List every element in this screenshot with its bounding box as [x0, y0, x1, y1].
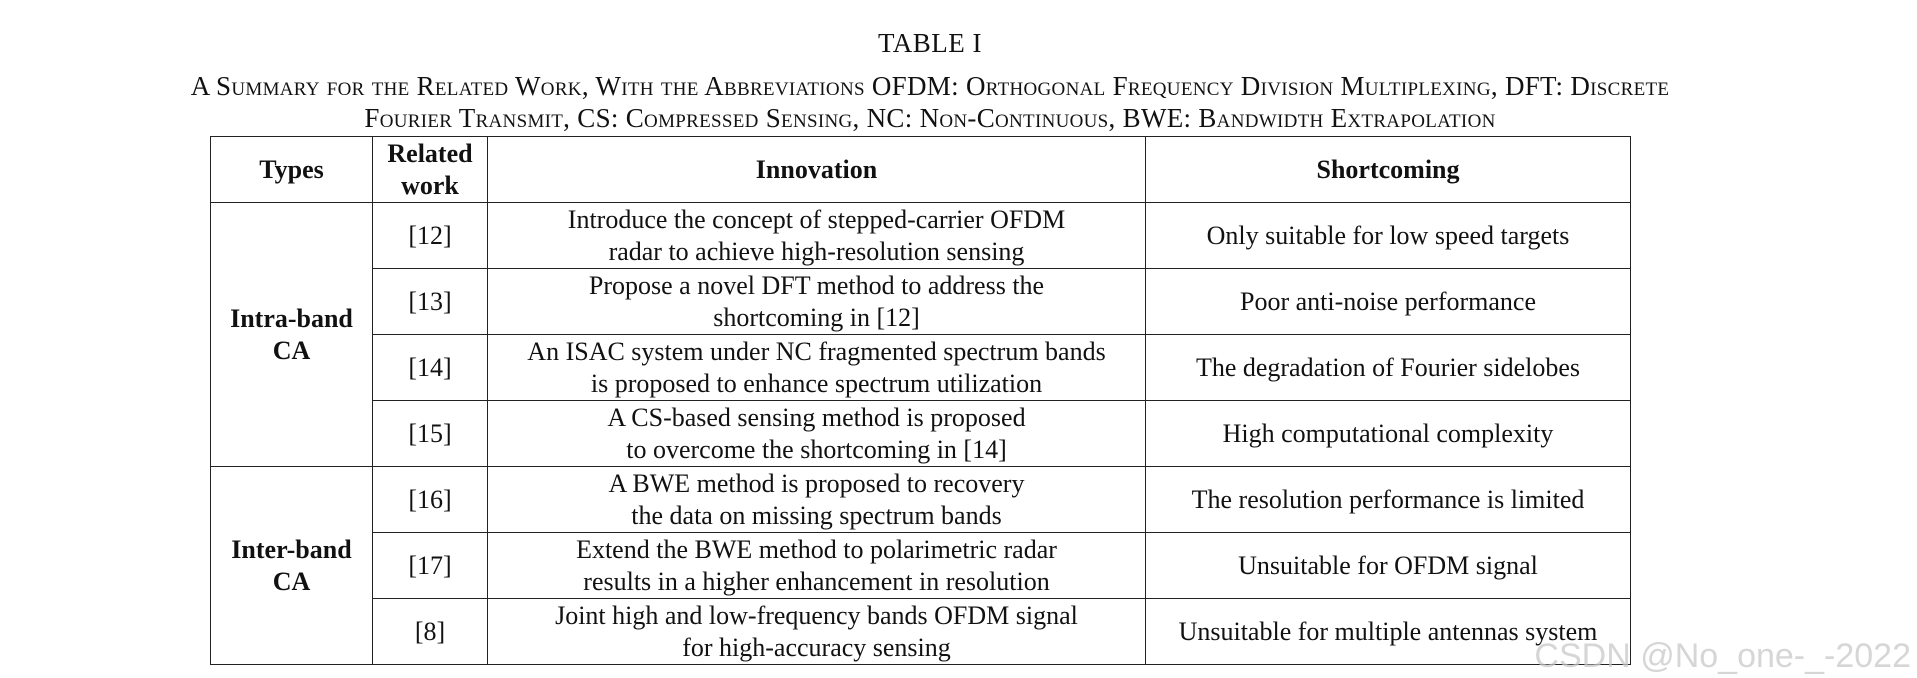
innovation-cell: [488, 599, 1146, 665]
table-row: [211, 467, 1631, 533]
ref-cell: [15]: [373, 401, 488, 467]
innovation-line-2: results in a higher enhancement in resolution: [583, 566, 1050, 596]
ref-cell: [14]: [373, 335, 488, 401]
innovation-line-1: Propose a novel DFT method to address the: [588, 270, 1045, 300]
innovation-cell: [488, 533, 1146, 599]
header-related-work: [373, 137, 488, 203]
innovation-line-1: An ISAC system under NC fragmented spectrum bands: [527, 336, 1106, 366]
innovation-line-1: A BWE method is proposed to recovery: [608, 468, 1025, 498]
innovation-cell: [488, 467, 1146, 533]
table-row: [211, 533, 1631, 599]
innovation-line-1: Extend the BWE method to polarimetric radar: [576, 534, 1057, 564]
ref-cell: [13]: [373, 269, 488, 335]
table-title: TABLE I: [877, 28, 983, 58]
shortcoming-cell: The resolution performance is limited: [1146, 467, 1631, 533]
innovation-cell: [488, 203, 1146, 269]
header-related-line-1: Related: [387, 138, 473, 168]
innovation-line-2: shortcoming in [12]: [713, 302, 920, 332]
table-row: [211, 269, 1631, 335]
innovation-cell: [488, 401, 1146, 467]
shortcoming-cell: Unsuitable for OFDM signal: [1146, 533, 1631, 599]
type-intra-band: [211, 203, 373, 467]
ref-cell: [17]: [373, 533, 488, 599]
header-related-line-2: work: [401, 170, 459, 200]
summary-table: [210, 136, 1631, 665]
ref-cell: [12]: [373, 203, 488, 269]
shortcoming-cell: Unsuitable for multiple antennas system: [1146, 599, 1631, 665]
innovation-line-1: Joint high and low-frequency bands OFDM signal: [555, 600, 1078, 630]
type-intra-line-2: CA: [272, 335, 311, 365]
table-row: [211, 203, 1631, 269]
innovation-line-2: for high-accuracy sensing: [682, 632, 951, 662]
header-shortcoming: Shortcoming: [1146, 137, 1631, 203]
header-types: Types: [211, 137, 373, 203]
innovation-line-2: is proposed to enhance spectrum utilization: [590, 368, 1043, 398]
table-row: [211, 401, 1631, 467]
table-row: [211, 335, 1631, 401]
innovation-cell: [488, 335, 1146, 401]
innovation-cell: [488, 269, 1146, 335]
header-innovation: Innovation: [488, 137, 1146, 203]
shortcoming-cell: Only suitable for low speed targets: [1146, 203, 1631, 269]
caption-line-1: A Summary for the Related Work, With the Abbreviations OFDM: Orthogonal Frequency Division Multiplexing, DFT: Discrete: [190, 71, 1670, 101]
innovation-line-1: A CS-based sensing method is proposed: [607, 402, 1026, 432]
table-row: [211, 599, 1631, 665]
type-inter-line-1: Inter-band: [231, 534, 352, 564]
innovation-line-2: radar to achieve high-resolution sensing: [608, 236, 1025, 266]
type-inter-band: [211, 467, 373, 665]
type-intra-line-1: Intra-band: [230, 303, 353, 333]
shortcoming-cell: High computational complexity: [1146, 401, 1631, 467]
innovation-line-2: the data on missing spectrum bands: [631, 500, 1002, 530]
type-inter-line-2: CA: [272, 566, 311, 596]
innovation-line-2: to overcome the shortcoming in [14]: [626, 434, 1007, 464]
shortcoming-cell: Poor anti-noise performance: [1146, 269, 1631, 335]
table-header-row: [211, 137, 1631, 203]
ref-cell: [8]: [373, 599, 488, 665]
caption-line-2: Fourier Transmit, CS: Compressed Sensing, NC: Non-Continuous, BWE: Bandwidth Extrapolation: [364, 103, 1496, 133]
table-caption: [0, 70, 1860, 134]
innovation-line-1: Introduce the concept of stepped-carrier OFDM: [567, 204, 1066, 234]
ref-cell: [16]: [373, 467, 488, 533]
watermark: CSDN @No_one-_-2022: [1534, 637, 1911, 675]
shortcoming-cell: The degradation of Fourier sidelobes: [1146, 335, 1631, 401]
